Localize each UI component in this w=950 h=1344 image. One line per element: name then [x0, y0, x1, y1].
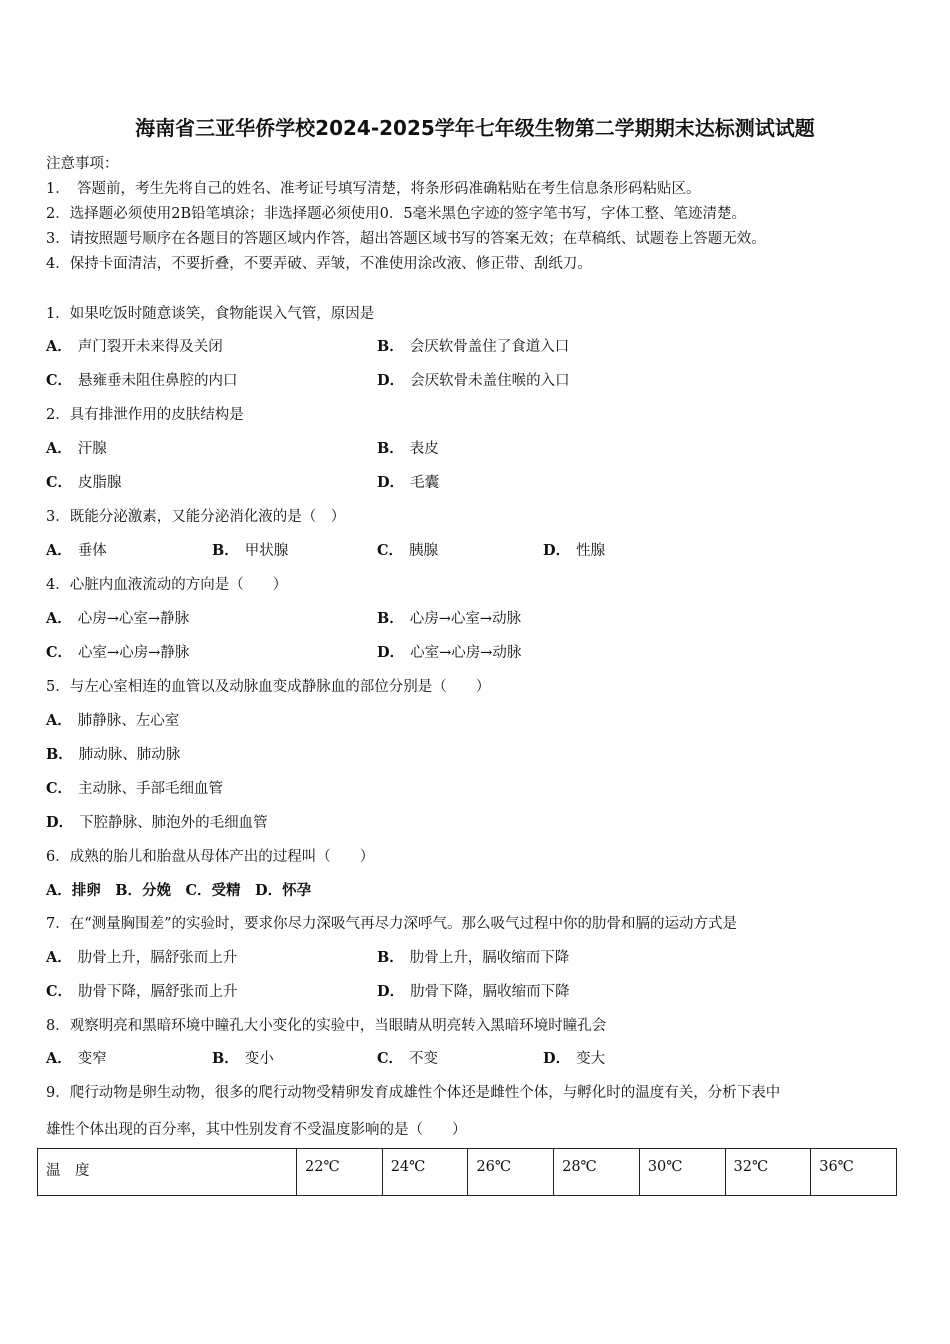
question-9-stem-line2: 雄性个体出现的百分率，其中性别发育不受温度影响的是（ ） — [46, 1122, 467, 1138]
q4-option-b[interactable]: B． 心房→心室→动脉 — [377, 610, 522, 627]
question-4-stem: 4．心脏内血液流动的方向是（ ） — [46, 577, 288, 593]
q1-option-b[interactable]: B． 会厌软骨盖住了食道入口 — [377, 338, 570, 355]
question-6-stem: 6．成熟的胎儿和胎盘从母体产出的过程叫（ ） — [46, 849, 375, 865]
notice-item: 4．保持卡面清洁，不要折叠，不要弄破、弄皱，不准使用涂改液、修正带、刮纸刀。 — [46, 256, 592, 272]
notice-item: 2．选择题必须使用2B铅笔填涂；非选择题必须使用0．5毫米黑色字迹的签字笔书写，字体工整、笔迹清楚。 — [46, 206, 747, 222]
q8-option-c[interactable]: C． 不变 — [377, 1050, 439, 1067]
q3-option-a[interactable]: A． 垂体 — [46, 542, 107, 559]
q6-options[interactable]: A．排卵 B．分娩 C．受精 D．怀孕 — [46, 882, 312, 899]
table-cell: 30℃ — [639, 1149, 725, 1196]
q7-option-d[interactable]: D． 肋骨下降，膈收缩而下降 — [377, 983, 570, 1000]
q7-option-a[interactable]: A． 肋骨上升，膈舒张而上升 — [46, 949, 238, 966]
q7-option-b[interactable]: B． 肋骨上升，膈收缩而下降 — [377, 949, 570, 966]
table-cell: 28℃ — [554, 1149, 640, 1196]
question-7-stem: 7．在“测量胸围差”的实验时，要求你尽力深吸气再尽力深呼气。那么吸气过程中你的肋骨和膈的运动方式是 — [46, 916, 738, 932]
q4-option-d[interactable]: D． 心室→心房→动脉 — [377, 644, 522, 661]
temperature-table — [37, 1148, 897, 1196]
q4-option-c[interactable]: C． 心室→心房→静脉 — [46, 644, 190, 661]
q1-option-a[interactable]: A． 声门裂开未来得及关闭 — [46, 338, 223, 355]
q5-option-b[interactable]: B． 肺动脉、肺动脉 — [46, 746, 181, 763]
question-2-stem: 2．具有排泄作用的皮肤结构是 — [46, 407, 244, 423]
q2-option-d[interactable]: D． 毛囊 — [377, 474, 440, 491]
q3-option-b[interactable]: B． 甲状腺 — [212, 542, 289, 559]
question-1-stem: 1．如果吃饭时随意谈笑，食物能误入气管，原因是 — [46, 306, 375, 322]
q5-option-d[interactable]: D． 下腔静脉、肺泡外的毛细血管 — [46, 814, 268, 831]
q1-option-c[interactable]: C． 悬雍垂未阻住鼻腔的内口 — [46, 372, 238, 389]
q2-option-b[interactable]: B． 表皮 — [377, 440, 439, 457]
question-9-stem-line1: 9．爬行动物是卵生动物，很多的爬行动物受精卵发育成雄性个体还是雌性个体，与孵化时的温度有关，分析下表中 — [46, 1085, 781, 1101]
q5-option-c[interactable]: C． 主动脉、手部毛细血管 — [46, 780, 224, 797]
notice-item: 3．请按照题号顺序在各题目的答题区域内作答，超出答题区域书写的答案无效；在草稿纸、试题卷上答题无效。 — [46, 231, 766, 247]
q2-option-c[interactable]: C． 皮脂腺 — [46, 474, 122, 491]
q3-option-d[interactable]: D． 性腺 — [543, 542, 606, 559]
page-title: 海南省三亚华侨学校2024-2025学年七年级生物第二学期期末达标测试试题 — [135, 116, 815, 140]
q4-option-a[interactable]: A． 心房→心室→静脉 — [46, 610, 190, 627]
q8-option-d[interactable]: D． 变大 — [543, 1050, 606, 1067]
notice-heading: 注意事项： — [46, 156, 119, 172]
table-cell: 32℃ — [725, 1149, 811, 1196]
q3-option-c[interactable]: C． 胰腺 — [377, 542, 439, 559]
q1-option-d[interactable]: D． 会厌软骨未盖住喉的入口 — [377, 372, 570, 389]
table-cell: 26℃ — [468, 1149, 554, 1196]
table-cell: 22℃ — [297, 1149, 383, 1196]
table-header-cell: 温 度 — [38, 1149, 297, 1196]
q8-option-a[interactable]: A． 变窄 — [46, 1050, 107, 1067]
notice-item: 1． 答题前，考生先将自己的姓名、准考证号填写清楚，将条形码准确粘贴在考生信息条形码粘贴区。 — [46, 181, 701, 197]
q5-option-a[interactable]: A． 肺静脉、左心室 — [46, 712, 180, 729]
q7-option-c[interactable]: C． 肋骨下降，膈舒张而上升 — [46, 983, 238, 1000]
question-3-stem: 3．既能分泌激素，又能分泌消化液的是（ ） — [46, 509, 346, 525]
table-cell: 24℃ — [382, 1149, 468, 1196]
q8-option-b[interactable]: B． 变小 — [212, 1050, 274, 1067]
question-5-stem: 5．与左心室相连的血管以及动脉血变成静脉血的部位分别是（ ） — [46, 679, 491, 695]
table-cell: 36℃ — [811, 1149, 897, 1196]
question-8-stem: 8．观察明亮和黑暗环境中瞳孔大小变化的实验中，当眼睛从明亮转入黑暗环境时瞳孔会 — [46, 1018, 607, 1034]
table-row — [38, 1149, 897, 1196]
q2-option-a[interactable]: A． 汗腺 — [46, 440, 107, 457]
